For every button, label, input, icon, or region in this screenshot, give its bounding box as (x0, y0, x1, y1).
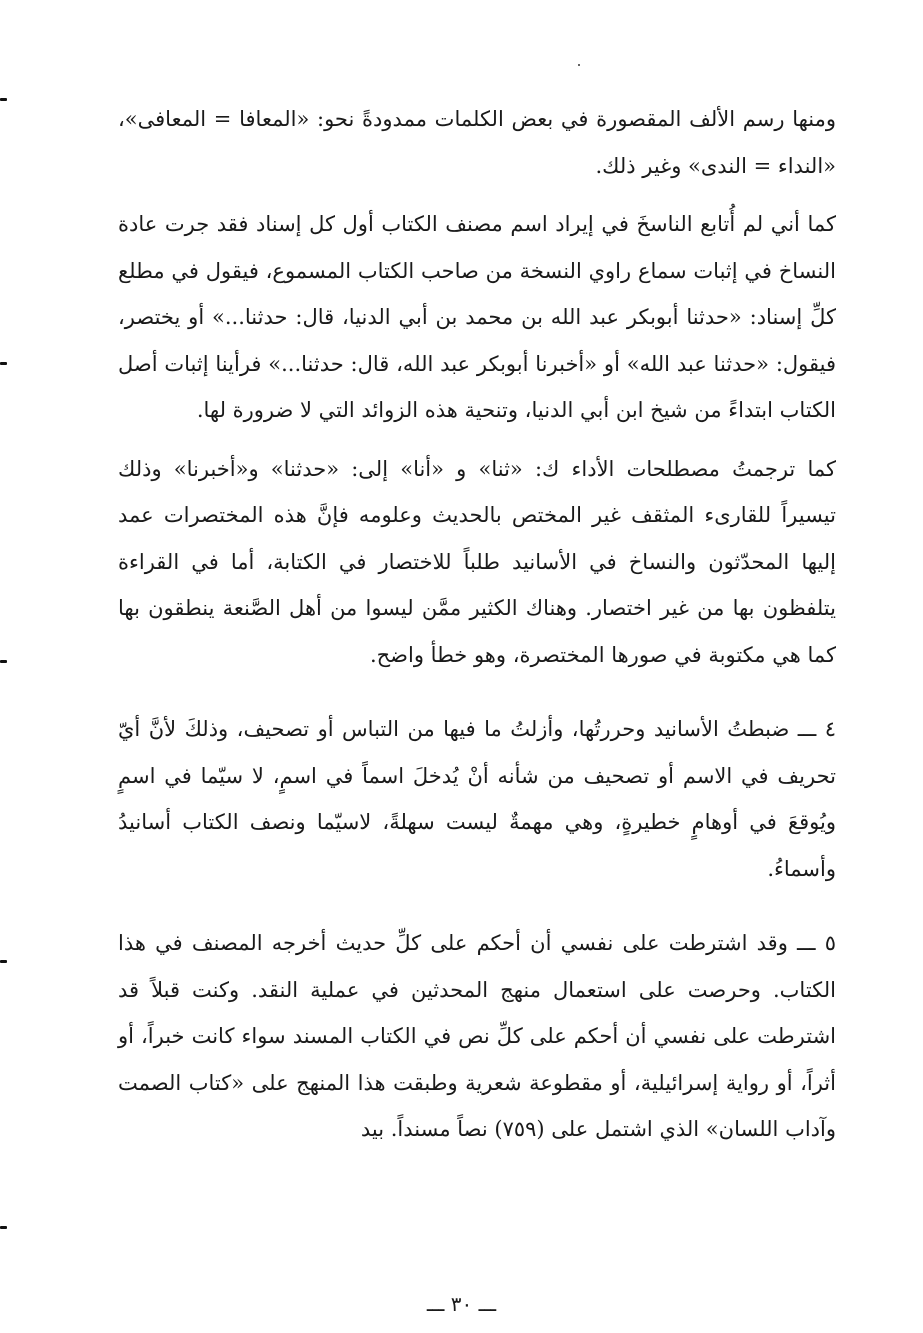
margin-mark (0, 98, 7, 101)
margin-mark (0, 660, 7, 663)
ink-speck (578, 64, 580, 66)
body-text (118, 96, 836, 1153)
paragraph-alif-maqsura: ومنها رسم الألف المقصورة في بعض الكلمات ممدودةً نحو: «المعافا = المعافى»، «النداء = الندى» وغير ذلك. (118, 107, 836, 178)
paragraph-isnad-omission: كما أني لم أُتابع الناسخَ في إيراد اسم مصنف الكتاب أول كل إسناد فقد جرت عادة النساخ في إثبات سماع راوي النسخة من صاحب الكتاب المسموع، فيقول في مطلع كلِّ إسناد: «حدثنا أبوبكر عبد الله بن محمد بن أبي الدنيا، قال: حدثنا...» أو يختصر، فيقول: «حدثنا عبد الله» أو «أخبرنا أبوبكر عبد الله، قال: حدثنا...» فرأينا إثبات أصل الكتاب ابتداءً من شيخ ابن أبي الدنيا، وتنحية هذه الزوائد التي لا ضرورة لها. (118, 212, 836, 422)
margin-mark (0, 362, 7, 365)
paragraph-transmission-terms: كما ترجمتُ مصطلحات الأداء ك: «ثنا» و «أنا» إلى: «حدثنا» و«أخبرنا» وذلك تيسيراً للقارىء المثقف غير المختص بالحديث وعلومه فإنَّ هذه المختصرات عمد إليها المحدّثون والنساخ في الأسانيد طلباً للاختصار في الكتابة، أما في القراءة يتلفظون بها من غير اختصار. وهناك الكثير ممَّن ليسوا من أهل الصَّنعة ينطقون بها كما هي مكتوبة في صورها المختصرة، وهو خطأ واضح. (118, 456, 836, 667)
margin-mark (0, 1226, 7, 1229)
page-number: ـــ ٣٠ ـــ (426, 1292, 497, 1316)
margin-mark (0, 960, 7, 963)
paragraph-item-5: ٥ ـــ وقد اشترطت على نفسي أن أحكم على كلِّ حديث أخرجه المصنف في هذا الكتاب. وحرصت على استعمال منهج المحدثين في عملية النقد. وكنت قبلاً قد اشترطت على نفسي أن أحكم على كلِّ نص في الكتاب المسند سواء كانت خبراً، أو أثراً، أو رواية إسرائيلية، أو مقطوعة شعرية وطبقت هذا المنهج على «كتاب الصمت وآداب اللسان» الذي اشتمل على (٧٥٩) نصاً مسنداً. بيد (118, 931, 836, 1141)
paragraph-item-4: ٤ ـــ ضبطتُ الأسانيد وحررتُها، وأزلتُ ما فيها من التباس أو تصحيف، وذلكَ لأنَّ أيّ تحريف في الاسم أو تصحيف من شأنه أنْ يُدخلَ اسماً في اسمٍ، لا سيّما في اسمٍ ويُوقعَ في أوهامٍ خطيرةٍ، وهي مهمةٌ ليست سهلةً، لاسيّما ونصف الكتاب أسانيدُ وأسماءُ. (118, 717, 836, 881)
